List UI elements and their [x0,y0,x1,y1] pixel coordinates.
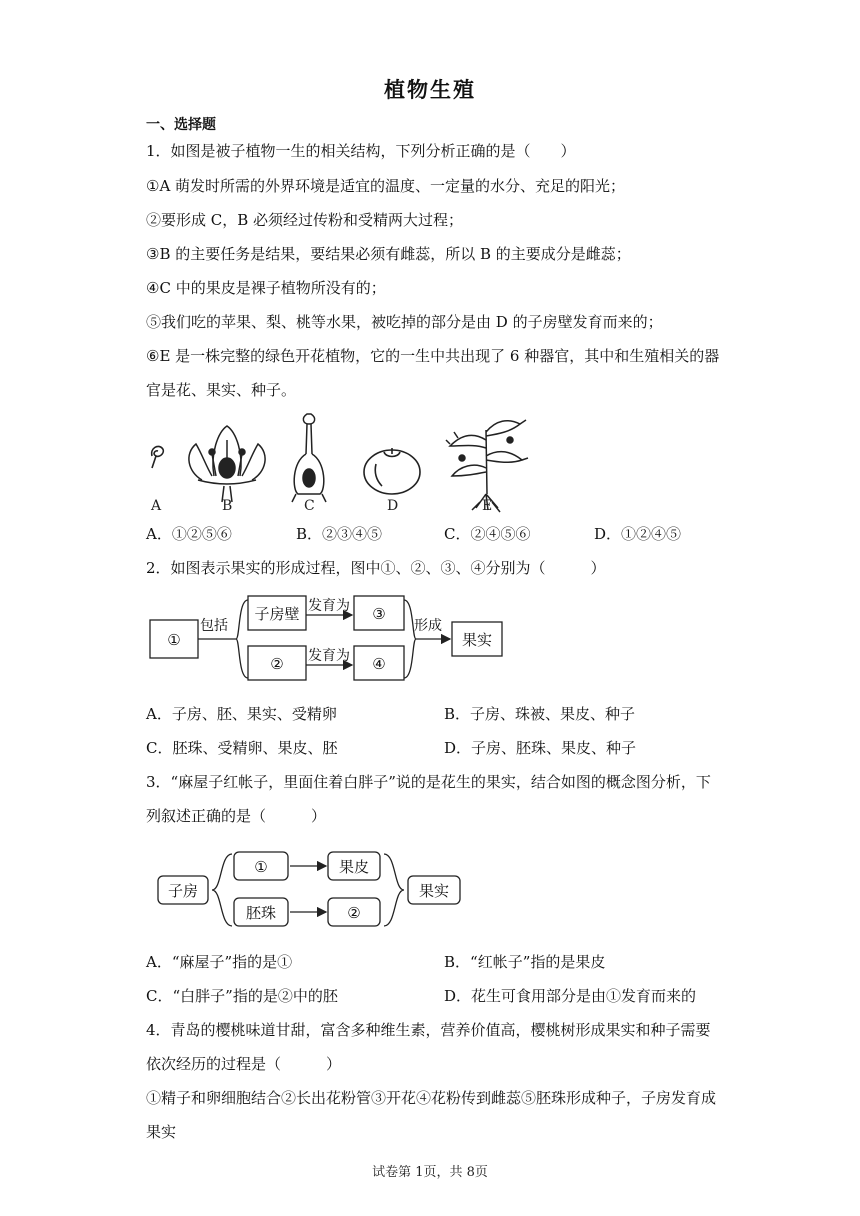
q1-statement-1: ①A 萌发时所需的外界环境是适宜的温度、一定量的水分、充足的阳光； [146,177,626,195]
figure-label-c: C [304,498,315,514]
figure-label-d: D [387,498,399,514]
fruit-figure [364,448,420,494]
pistil-figure [292,414,326,502]
left-brace [236,600,248,678]
right-brace [404,600,416,678]
develop-label-bottom: 发育为 [308,648,350,664]
q2-option-c[interactable]: C．胚珠、受精卵、果皮、胚 [146,739,338,757]
q3-stem-line-2: 列叙述正确的是（ ） [146,807,327,825]
right-brace [384,854,404,926]
figure-label-e: E [482,498,493,514]
q1-statement-6a: ⑥E 是一株完整的绿色开花植物，它的一生中共出现了 6 种器官，其中和生殖相关的器 [146,347,720,365]
q1-statement-5: ⑤我们吃的苹果、梨、桃等水果，被吃掉的部分是由 D 的子房壁发育而来的； [146,313,663,331]
q2-option-a[interactable]: A．子房、胚、果实、受精卵 [146,705,337,723]
flower-figure [189,426,265,502]
node-3-label: ③ [372,605,386,623]
page-title: 植物生殖 [384,78,476,102]
q4-statements-line-1: ①精子和卵细胞结合②长出花粉管③开花④花粉传到雌蕊⑤胚珠形成种子，子房发育成 [146,1089,717,1107]
ovary-label: 子房 [167,882,199,900]
form-label: 形成 [414,618,442,634]
ovule-label: 胚珠 [245,904,277,922]
q3-option-d[interactable]: D．花生可食用部分是由①发育而来的 [444,987,697,1005]
q1-option-c[interactable]: C．②④⑤⑥ [444,525,531,543]
q1-stem: 1．如图是被子植物一生的相关结构，下列分析正确的是（ ） [146,142,576,160]
peel-label: 果皮 [338,858,370,876]
q1-statement-3: ③B 的主要任务是结果，要结果必须有雌蕊，所以 B 的主要成分是雌蕊； [146,245,631,263]
node-4-label: ④ [372,655,386,673]
develop-label-top: 发育为 [308,598,350,614]
q1-option-b[interactable]: B．②③④⑤ [296,525,383,543]
q4-stem-line-2: 依次经历的过程是（ ） [146,1055,342,1073]
q2-option-d[interactable]: D．子房、胚珠、果皮、种子 [444,739,637,757]
node-1-label: ① [167,631,181,649]
q2-stem: 2．如图表示果实的形成过程，图中①、②、③、④分别为（ ） [146,559,606,577]
section-heading: 一、选择题 [146,117,216,133]
q3-option-c[interactable]: C．“白胖子”指的是②中的胚 [146,987,338,1005]
ovary-wall-label: 子房壁 [254,605,300,623]
q1-option-a[interactable]: A．①②⑤⑥ [146,525,232,543]
figure-label-a: A [151,498,162,514]
q1-option-d[interactable]: D．①②④⑤ [594,525,682,543]
left-brace [212,854,232,926]
seed-figure [152,446,164,468]
q1-statement-6b: 官是花、果实、种子。 [146,381,297,399]
q4-stem-line-1: 4．青岛的樱桃味道甘甜，富含多种维生素，营养价值高，樱桃树形成果实和种子需要 [146,1021,711,1039]
q3-stem-line-1: 3．“麻屋子红帐子，里面住着白胖子”说的是花生的果实，结合如图的概念图分析，下 [146,773,711,791]
node-1-label: ① [254,858,268,876]
q1-statement-2: ②要形成 C，B 必须经过传粉和受精两大过程； [146,211,464,229]
q3-option-a[interactable]: A．“麻屋子”指的是① [146,953,293,971]
figure-label-b: B [222,498,233,514]
fruit-label: 果实 [418,882,450,900]
include-label: 包括 [200,618,228,634]
q2-option-b[interactable]: B．子房、珠被、果皮、种子 [444,705,636,723]
q1-statement-4: ④C 中的果皮是裸子植物所没有的； [146,279,386,297]
q3-concept-diagram [156,846,466,936]
node-2-label: ② [347,904,361,922]
page-footer: 试卷第 1页，共 8页 [372,1165,488,1180]
q1-plant-figure [140,410,540,515]
q4-statements-line-2: 果实 [146,1123,177,1141]
q2-fruit-formation-diagram [146,590,516,690]
fruit-label: 果实 [461,631,493,649]
node-2-label: ② [270,655,284,673]
q3-option-b[interactable]: B．“红帐子”指的是果皮 [444,953,606,971]
